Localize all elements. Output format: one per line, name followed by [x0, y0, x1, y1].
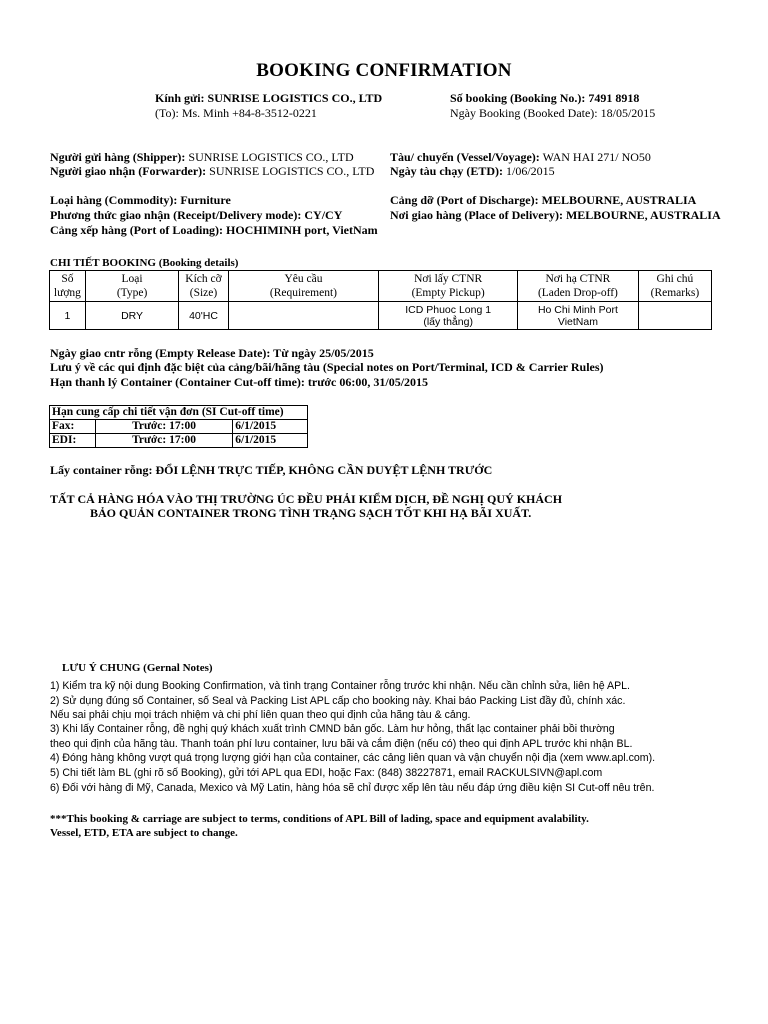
table-header-row	[50, 271, 712, 302]
shipper-label: Người gửi hàng (Shipper):	[50, 150, 186, 164]
note-line: 3) Khi lấy Container rỗng, đề nghị quý khách xuất trình CMND bản gốc. Làm hư hỏng, thất lạc container phải bồi thường	[50, 723, 615, 735]
booking-details-table	[49, 270, 712, 330]
cell-type: DRY	[85, 302, 179, 330]
cell-size: 40'HC	[179, 302, 228, 330]
note-line: 2) Sử dụng đúng số Container, số Seal và Packing List APL cấp cho booking này. Khai báo Packing List đầy đủ, chính xác.	[50, 695, 626, 707]
cell-empty-pickup: ICD Phuoc Long 1 (lấy thẳng)	[379, 302, 518, 330]
column-header: Loại (Type)	[85, 271, 179, 302]
commodity-line: Loại hàng (Commodity): Furniture	[50, 193, 231, 207]
etd-line	[390, 164, 555, 179]
booking-details-heading: CHI TIẾT BOOKING (Booking details)	[50, 257, 239, 269]
booked-date-label: Ngày Booking (Booked Date):	[450, 106, 598, 120]
column-header: Ghi chú (Remarks)	[638, 271, 711, 302]
etd-value: 1/06/2015	[506, 164, 555, 178]
si-cutoff-heading: Hạn cung cấp chi tiết vận đơn (SI Cut-off time)	[50, 406, 308, 420]
booked-date-line	[450, 106, 655, 121]
booking-number-label: Số booking (Booking No.):	[450, 91, 586, 105]
forwarder-value: SUNRISE LOGISTICS CO., LTD	[209, 164, 375, 178]
table-row	[50, 420, 308, 434]
delivery-mode-line: Phương thức giao nhận (Receipt/Delivery mode): CY/CY	[50, 208, 343, 222]
cell-quantity: 1	[50, 302, 86, 330]
booking-number-line	[450, 91, 639, 106]
attn-line: (To): Ms. Minh +84-8-3512-0221	[155, 106, 317, 120]
port-of-discharge-line: Cảng dỡ (Port of Discharge): MELBOURNE, AUSTRALIA	[390, 193, 697, 207]
si-cutoff-heading-row	[50, 406, 308, 420]
booking-number: 7491 8918	[588, 91, 640, 105]
document-title: BOOKING CONFIRMATION	[256, 60, 512, 81]
quarantine-notice-line1: TẤT CẢ HÀNG HÓA VÀO THỊ TRƯỜNG ÚC ĐỀU PHẢI KIỂM DỊCH, ĐỀ NGHỊ QUÝ KHÁCH	[50, 492, 563, 506]
note-line: 6) Đối với hàng đi Mỹ, Canada, Mexico và Mỹ Latin, hàng hóa sẽ chỉ được xếp lên tàu nếu đáp ứng điều kiện SI Cut-off nêu trên.	[50, 782, 655, 794]
disclaimer-line2: Vessel, ETD, ETA are subject to change.	[50, 827, 238, 839]
vessel-line	[390, 150, 651, 165]
column-header: Kích cỡ (Size)	[179, 271, 228, 302]
container-cutoff-line: Hạn thanh lý Container (Container Cut-off time): trước 06:00, 31/05/2015	[50, 375, 429, 389]
vessel-value: WAN HAI 271/ NO50	[542, 150, 651, 164]
table-row	[50, 434, 308, 448]
si-edi-label: EDI:	[50, 434, 96, 448]
vessel-label: Tàu/ chuyến (Vessel/Voyage):	[390, 150, 540, 164]
etd-label: Ngày tàu chạy (ETD):	[390, 164, 503, 178]
shipper-line	[50, 150, 354, 165]
si-edi-date: 6/1/2015	[233, 434, 308, 448]
note-line: 1) Kiểm tra kỹ nội dung Booking Confirmation, và tình trạng Container rỗng trước khi nhận. Nếu cần chỉnh sửa, liên hệ APL.	[50, 680, 630, 692]
cell-remarks	[638, 302, 711, 330]
table-row	[50, 302, 712, 330]
column-header: Số lượng	[50, 271, 86, 302]
to-line	[155, 91, 382, 106]
cell-laden-dropoff: Ho Chi Minh Port VietNam	[518, 302, 639, 330]
si-fax-date: 6/1/2015	[233, 420, 308, 434]
booked-date: 18/05/2015	[600, 106, 656, 120]
column-header: Nơi lấy CTNR (Empty Pickup)	[379, 271, 518, 302]
column-header: Nơi hạ CTNR (Laden Drop-off)	[518, 271, 639, 302]
quarantine-notice-line2: BẢO QUẢN CONTAINER TRONG TÌNH TRẠNG SẠCH TỐT KHI HẠ BÃI XUẤT.	[90, 506, 532, 520]
forwarder-line	[50, 164, 374, 179]
empty-pickup-note: Lấy container rỗng: ĐỔI LỆNH TRỰC TIẾP, KHÔNG CẦN DUYỆT LỆNH TRƯỚC	[50, 463, 493, 477]
empty-release-line: Ngày giao cntr rỗng (Empty Release Date): Từ ngày 25/05/2015	[50, 346, 374, 360]
note-line: Nếu sai phải chịu mọi trách nhiệm và chi phí liên quan theo qui định của hãng tàu & cảng.	[50, 709, 471, 721]
note-line: 4) Đóng hàng không vượt quá trọng lượng giới hạn của container, các cảng liên quan và vận chuyển nội địa (xem www.apl.com).	[50, 752, 656, 764]
si-edi-time: Trước: 17:00	[95, 434, 232, 448]
to-value: SUNRISE LOGISTICS CO., LTD	[207, 91, 383, 105]
note-line: 5) Chi tiết làm BL (ghi rõ số Booking), gửi tới APL qua EDI, hoặc Fax: (848) 38227871, email RACKULSIVN@apl.com	[50, 767, 603, 779]
shipper-value: SUNRISE LOGISTICS CO., LTD	[188, 150, 354, 164]
disclaimer-line1: ***This booking & carriage are subject to terms, conditions of APL Bill of lading, space and equipment avalability.	[50, 813, 589, 825]
place-of-delivery-line: Nơi giao hàng (Place of Delivery): MELBOURNE, AUSTRALIA	[390, 208, 721, 222]
forwarder-label: Người giao nhận (Forwarder):	[50, 164, 207, 178]
cell-requirement	[228, 302, 379, 330]
port-of-loading-line: Cảng xếp hàng (Port of Loading): HOCHIMINH port, VietNam	[50, 223, 378, 237]
note-line: theo qui định của hãng tàu. Thanh toán phí lưu container, lưu bãi và cắm điện (nếu có) theo qui định APL trước khi nhận BL.	[50, 738, 633, 750]
si-cutoff-table	[49, 405, 308, 448]
special-notes-line: Lưu ý về các qui định đặc biệt của cảng/bãi/hãng tàu (Special notes on Port/Terminal, ICD & Carrier Rules)	[50, 360, 604, 374]
column-header: Yêu cầu (Requirement)	[228, 271, 379, 302]
si-fax-label: Fax:	[50, 420, 96, 434]
si-fax-time: Trước: 17:00	[95, 420, 232, 434]
general-notes-heading: LƯU Ý CHUNG (Gernal Notes)	[62, 662, 213, 674]
to-label: Kính gửi:	[155, 91, 205, 105]
